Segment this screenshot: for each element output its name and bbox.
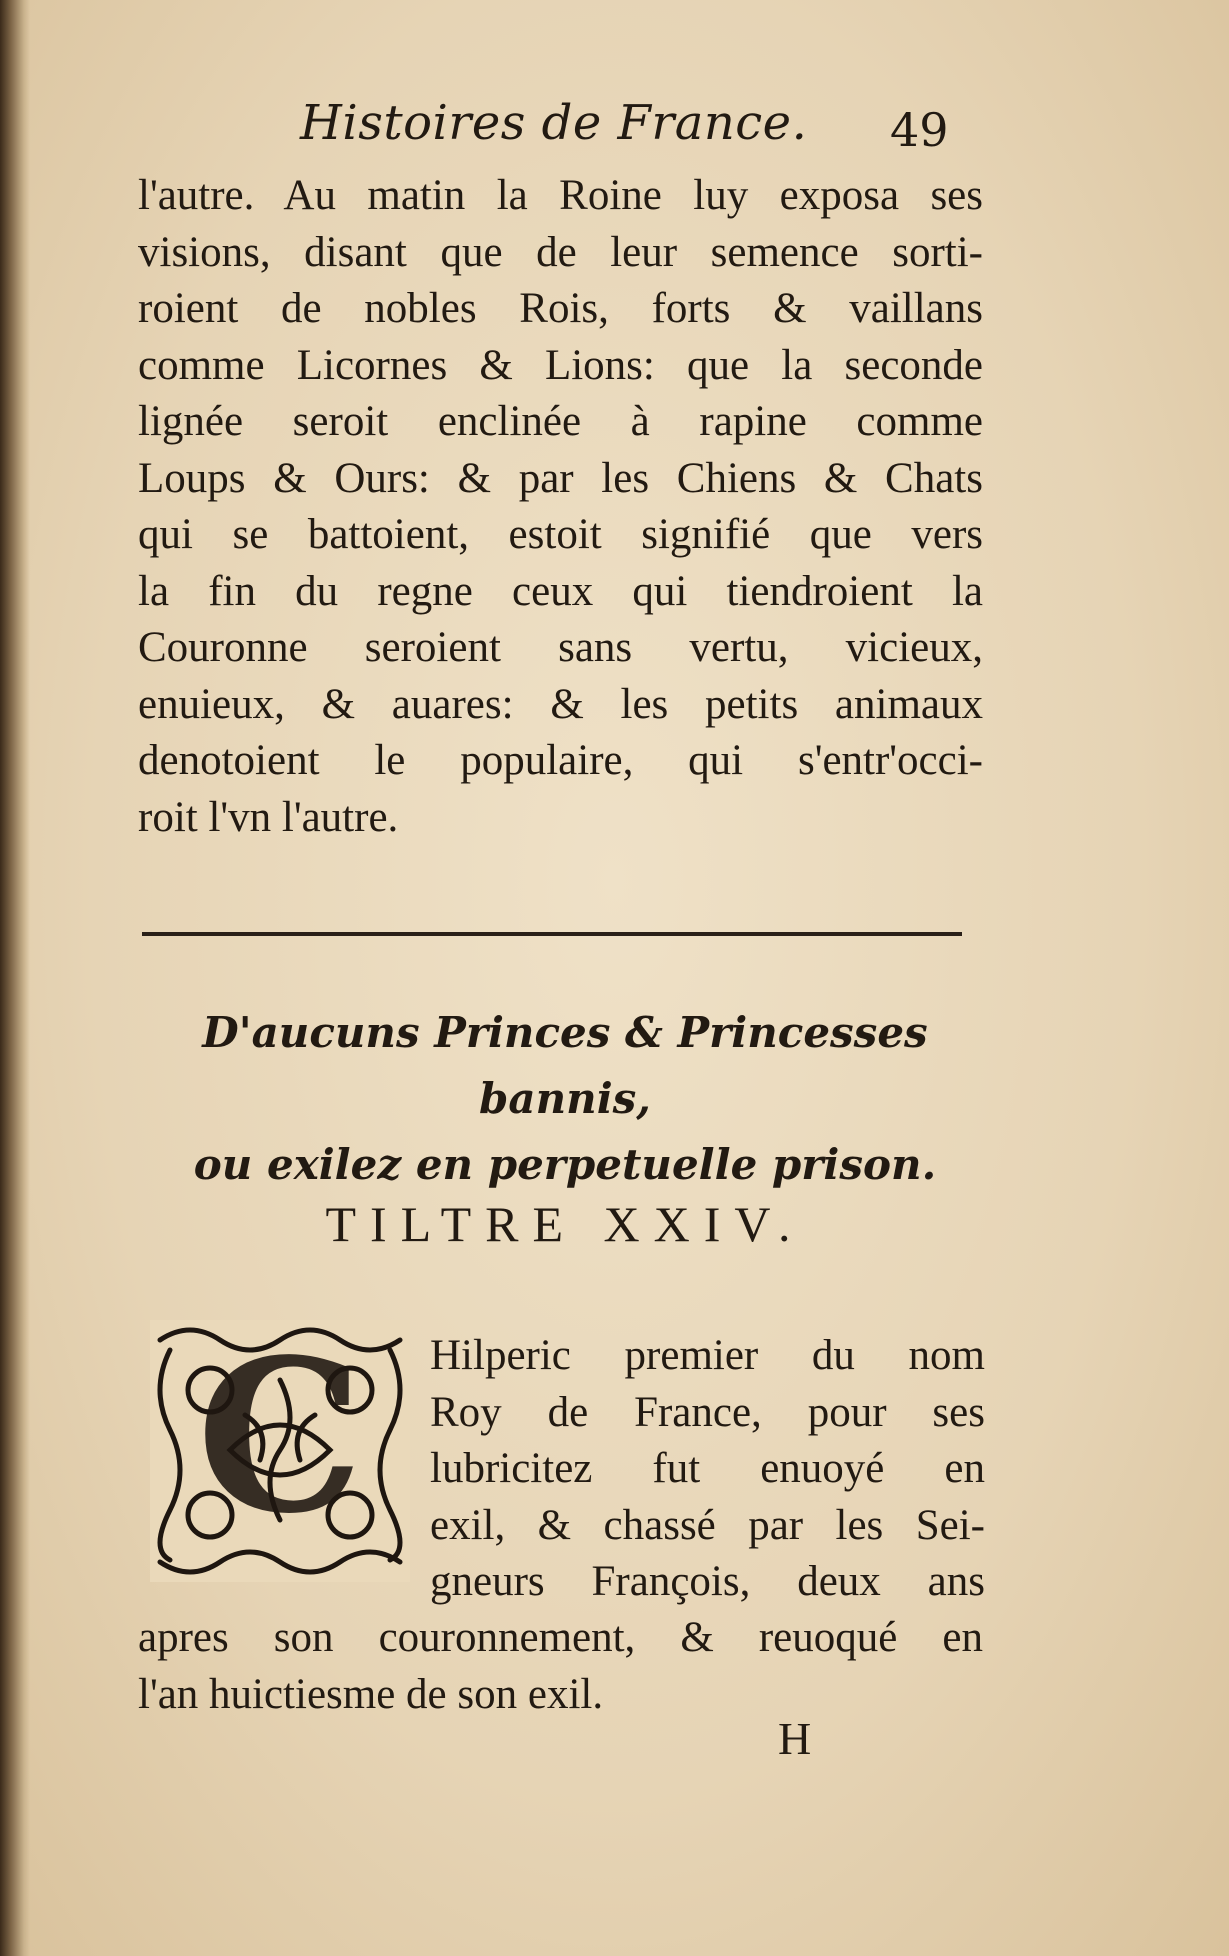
text-line: exil, & chassé par les Sei- <box>430 1501 985 1549</box>
section-rule <box>142 932 962 936</box>
running-head: Histoires de France. <box>300 95 808 151</box>
text-line: qui se battoient, estoit signifié que vers <box>138 511 983 558</box>
page-header <box>300 95 1000 165</box>
text-line: Hilperic premier du nom <box>430 1332 985 1379</box>
text-line: lignée seroit enclinée à rapine comme <box>138 398 983 445</box>
text-line: comme Licornes & Lions: que la seconde <box>138 341 983 389</box>
text-line: lubricitez fut enuoyé en <box>430 1445 985 1492</box>
passage-two-full <box>138 1610 983 1723</box>
section-heading-line: D'aucuns Princes & Princesses bannis, <box>202 1008 928 1123</box>
text-line: Couronne seroient sans vertu, vicieux, <box>138 624 983 671</box>
passage-one <box>138 168 983 846</box>
text-line: l'an huictiesme de son exil. <box>138 1670 604 1718</box>
text-line: la fin du regne ceux qui tiendroient la <box>138 567 983 615</box>
title-label: TILTRE XXIV. <box>325 1196 805 1252</box>
text-line: enuieux, & auares: & les petits animaux <box>138 680 983 728</box>
ornamental-drop-cap <box>150 1320 410 1582</box>
text-line: visions, disant que de leur semence sorti- <box>138 228 983 276</box>
text-line: Roy de France, pour ses <box>430 1388 985 1436</box>
page-number: 49 <box>890 103 949 157</box>
drop-cap-letter: C <box>196 1320 364 1560</box>
passage-two-indented <box>430 1328 985 1611</box>
text-line: roient de nobles Rois, forts & vaillans <box>138 285 983 332</box>
text-line: apres son couronnement, & reuoqué en <box>138 1614 983 1661</box>
text-line: l'autre. Au matin la Roine luy exposa ses <box>138 172 983 219</box>
text-line: Loups & Ours: & par les Chiens & Chats <box>138 454 983 502</box>
catchword: H <box>778 1713 812 1764</box>
text-line: gneurs François, deux ans <box>430 1558 985 1605</box>
text-line: roit l'vn l'autre. <box>138 793 399 841</box>
section-heading <box>140 1000 990 1198</box>
text-line: denotoient le populaire, qui s'entr'occi- <box>138 737 983 784</box>
section-heading-line: ou exilez en perpetuelle prison. <box>193 1140 937 1189</box>
binding-edge <box>0 0 30 1956</box>
